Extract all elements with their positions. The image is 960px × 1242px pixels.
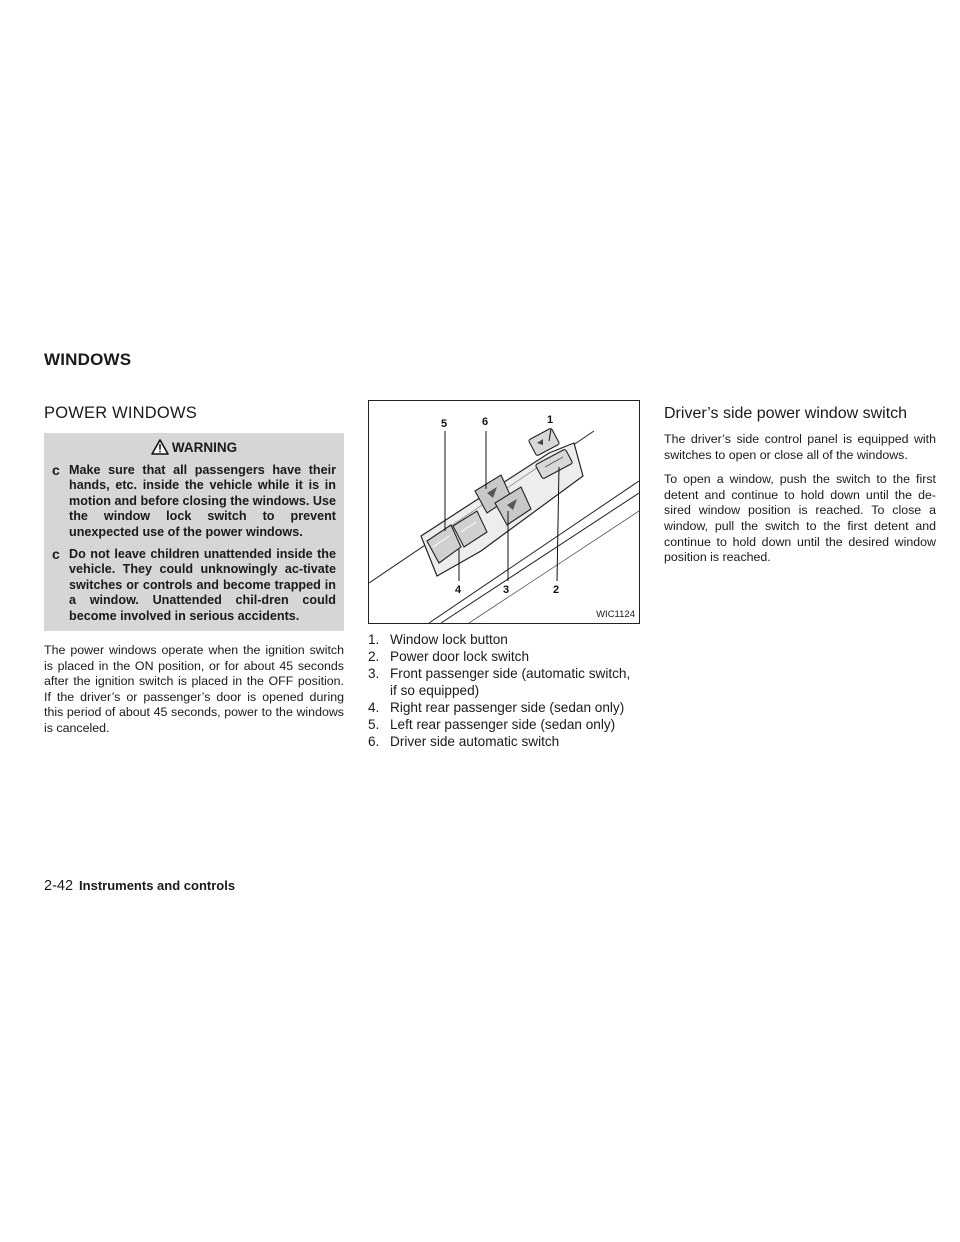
chapter-title: Instruments and controls [79, 878, 236, 893]
warning-item [52, 463, 336, 540]
legend-item [368, 733, 640, 750]
legend-text: Right rear passenger side (sedan only) [390, 700, 625, 715]
warning-label: WARNING [171, 439, 238, 455]
callout-4: 4 [455, 584, 462, 596]
legend-item [368, 648, 640, 665]
warning-text: Do not leave children unattended inside the vehicle. They could unknowingly ac-tivate switches or controls and become trapped in a window. Unattended chil-dren could become involved in serious accidents. [69, 547, 336, 623]
window-switch-figure [368, 400, 640, 624]
warning-item [52, 547, 336, 624]
callout-1: 1 [547, 414, 554, 426]
page-number: 2-42 [44, 878, 74, 894]
legend-text: Driver side automatic switch [390, 734, 560, 749]
legend-item [368, 699, 640, 716]
callout-2: 2 [553, 584, 560, 596]
legend-text: Power door lock switch [390, 649, 530, 664]
legend-number: 1. [368, 632, 380, 647]
warning-box [44, 433, 344, 631]
driver-switch-heading: Driver’s side power window switch [664, 405, 908, 422]
warning-text: Make sure that all passengers have their hands, etc. inside the vehicle while it is in motion and before closing the windows. Use the window lock switch to prevent unexpected use of the power windows. [69, 463, 336, 539]
warning-title [52, 439, 336, 455]
figure-legend [368, 631, 640, 750]
callout-6: 6 [482, 416, 489, 428]
callout-3: 3 [503, 584, 510, 596]
window-switch-illustration [369, 401, 639, 623]
legend-text: Window lock button [390, 632, 508, 647]
callout-5: 5 [441, 418, 448, 430]
legend-number: 2. [368, 649, 380, 664]
legend-text: Front passenger side (automatic switch, if so equipped) [390, 666, 631, 698]
legend-text: Left rear passenger side (sedan only) [390, 717, 616, 732]
legend-number: 6. [368, 734, 380, 749]
right-column [664, 400, 936, 575]
legend-item [368, 665, 640, 699]
driver-switch-paragraph: The driver’s side control panel is equipped with switches to open or close all of the windows. [664, 432, 936, 462]
page-footer [44, 878, 235, 894]
bullet: c [52, 546, 60, 563]
section-title: WINDOWS [44, 350, 132, 369]
figure-code: WIC1124 [596, 609, 635, 620]
bullet: c [52, 462, 60, 478]
left-column [44, 400, 344, 746]
driver-switch-paragraph: To open a window, push the switch to the first detent and continue to hold down until the de-sired window position is reached. To close a window, pull the switch to the first detent and continue to hold down until the desired window position is reached. [664, 472, 936, 565]
legend-number: 4. [368, 700, 380, 715]
legend-item [368, 631, 640, 648]
middle-column [368, 400, 640, 750]
warning-triangle-icon [151, 439, 169, 455]
power-windows-heading: POWER WINDOWS [44, 404, 197, 422]
legend-number: 3. [368, 666, 380, 681]
legend-number: 5. [368, 717, 380, 732]
power-windows-paragraph: The power windows operate when the ignition switch is placed in the ON position, or for about 45 seconds after the ignition switch is placed in the OFF position. If the driver’s or passenger’s door is opened during this period of about 45 seconds, power to the windows is canceled. [44, 643, 344, 736]
legend-item [368, 716, 640, 733]
